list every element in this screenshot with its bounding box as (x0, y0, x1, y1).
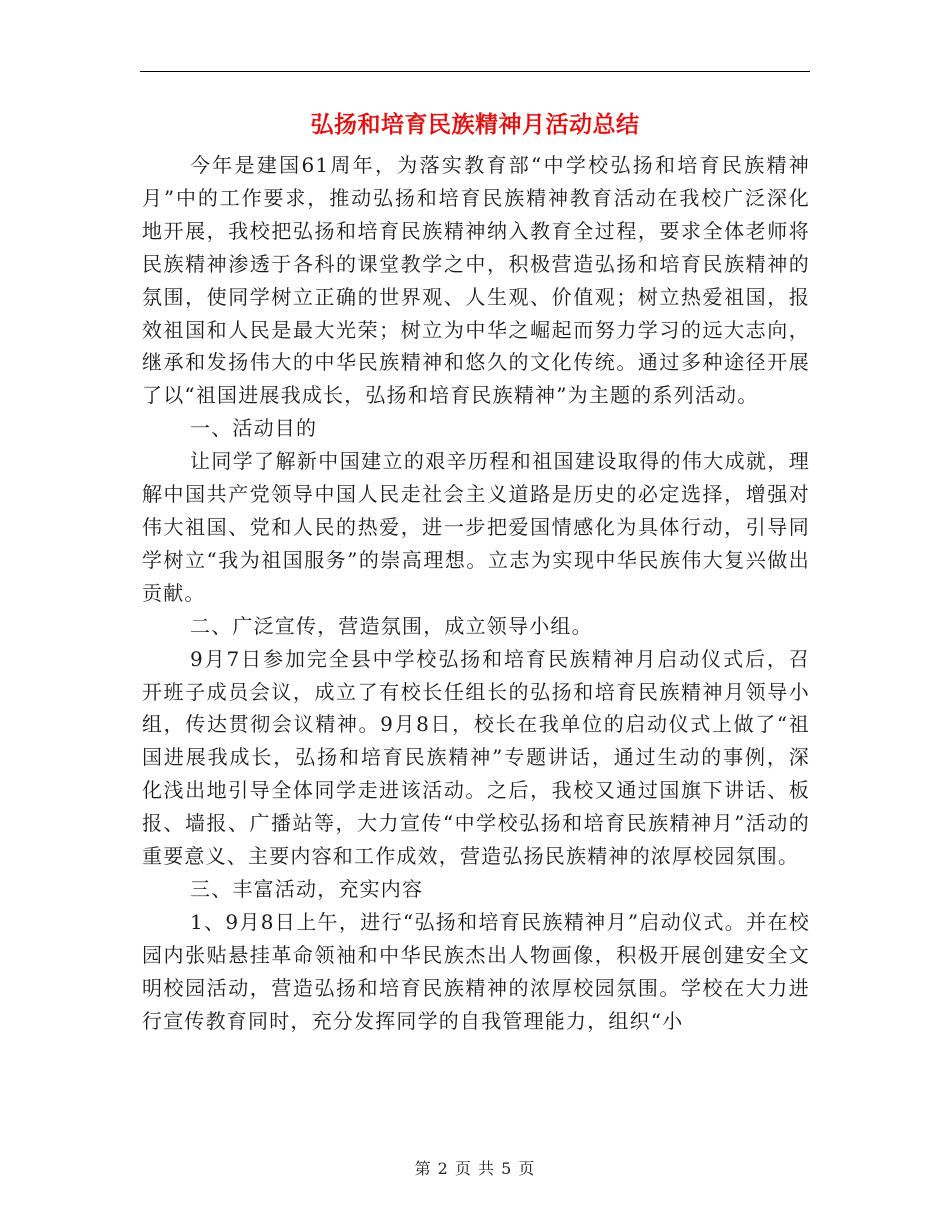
header-rule (140, 71, 810, 72)
intro-paragraph: 今年是建国61周年，为落实教育部“中学校弘扬和培育民族精神月”中的工作要求，推动弘扬和培育民族精神教育活动在我校广泛深化地开展，我校把弘扬和培育民族精神纳入教育全过程，要求全体老师将民族精神渗透于各科的课堂教学之中，积极营造弘扬和培育民族精神的氛围，使同学树立正确的世界观、人生观、价值观；树立热爱祖国，报效祖国和人民是最大光荣；树立为中华之崛起而努力学习的远大志向，继承和发扬伟大的中华民族精神和悠久的文化传统。通过多种途径开展了以“祖国进展我成长，弘扬和培育民族精神”为主题的系列活动。 (142, 153, 810, 408)
section-heading-activities: 三、丰富活动，充实内容 (190, 876, 424, 901)
activities-paragraph: 1、9月8日上午，进行“弘扬和培育民族精神月”启动仪式。并在校园内张贴悬挂革命领袖和中华民族杰出人物画像，积极开展创建安全文明校园活动，营造弘扬和培育民族精神的浓厚校园氛围。学校在大力进行宣传教育同时，充分发挥同学的自我管理能力，组织“小 (142, 909, 810, 1033)
purpose-paragraph: 让同学了解新中国建立的艰辛历程和祖国建设取得的伟大成就，理解中国共产党领导中国人民走社会主义道路是历史的必定选择，增强对伟大祖国、党和人民的热爱，进一步把爱国情感化为具体行动，引导同学树立“我为祖国服务”的崇高理想。立志为实现中华民族伟大复兴做出贡献。 (142, 449, 810, 605)
document-body (142, 149, 810, 1037)
document-title: 弘扬和培育民族精神月活动总结 (310, 111, 640, 138)
section-heading-publicity: 二、广泛宣传，营造氛围，成立领导小组。 (190, 613, 593, 638)
page-footer: 第 2 页 共 5 页 (414, 1159, 536, 1178)
publicity-paragraph: 9月7日参加完全县中学校弘扬和培育民族精神月启动仪式后，召开班子成员会议，成立了有校长任组长的弘扬和培育民族精神月领导小组，传达贯彻会议精神。9月8日，校长在我单位的启动仪式上做了“祖国进展我成长，弘扬和培育民族精神”专题讲话，通过生动的事例，深化浅出地引导全体同学走进该活动。之后，我校又通过国旗下讲话、板报、墙报、广播站等，大力宣传“中学校弘扬和培育民族精神月”活动的重要意义、主要内容和工作成效，营造弘扬民族精神的浓厚校园氛围。 (142, 646, 810, 869)
section-heading-purpose: 一、活动目的 (190, 416, 318, 441)
